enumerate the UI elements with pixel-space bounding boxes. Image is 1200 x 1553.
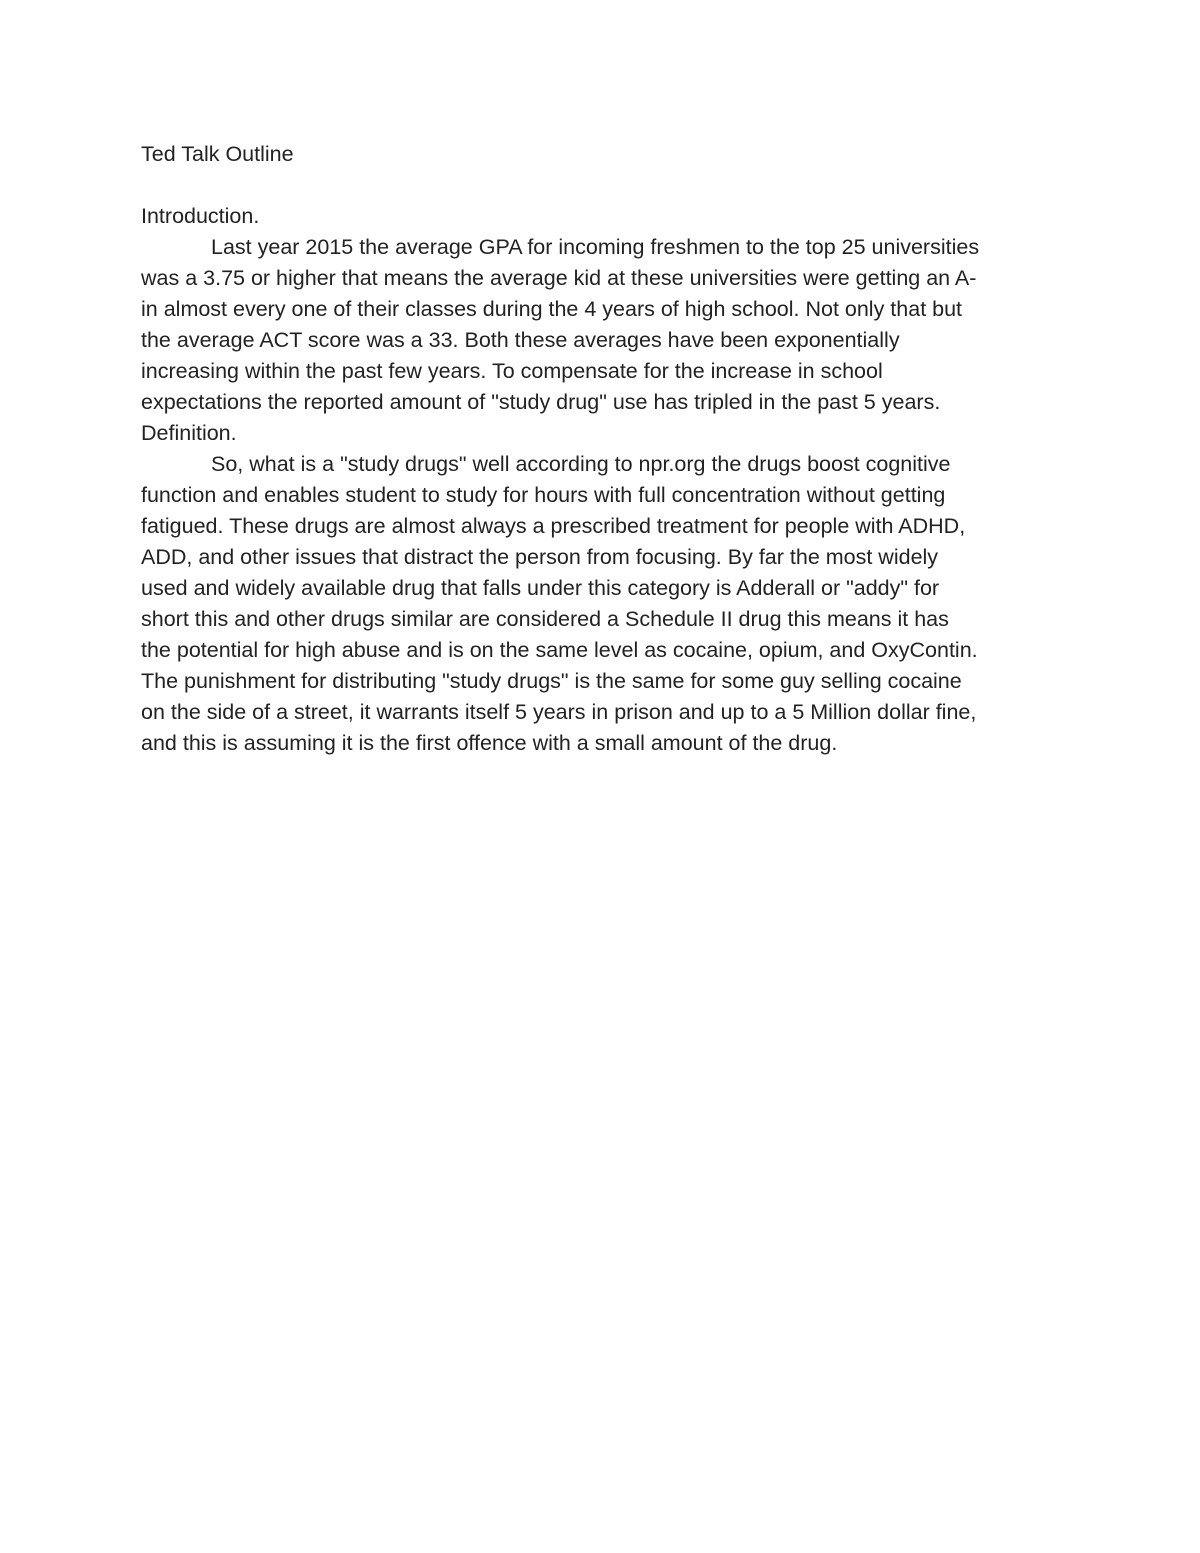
- paragraph-line: on the side of a street, it warrants itself 5 years in prison and up to a 5 Million dollar fine,: [141, 700, 977, 724]
- paragraph-line: was a 3.75 or higher that means the average kid at these universities were getting an A-: [141, 266, 977, 290]
- paragraph-line: the potential for high abuse and is on the same level as cocaine, opium, and OxyContin.: [141, 638, 978, 662]
- document-title: Ted Talk Outline: [141, 142, 294, 166]
- paragraph-line: The punishment for distributing "study drugs" is the same for some guy selling cocaine: [141, 669, 962, 693]
- paragraph-line: ADD, and other issues that distract the person from focusing. By far the most widely: [141, 545, 939, 569]
- paragraph-line: and this is assuming it is the first offence with a small amount of the drug.: [141, 731, 838, 755]
- paragraph-line: used and widely available drug that falls under this category is Adderall or "addy" for: [141, 576, 940, 600]
- paragraph-line: short this and other drugs similar are considered a Schedule II drug this means it has: [141, 607, 949, 631]
- paragraph-line: function and enables student to study for hours with full concentration without getting: [141, 483, 946, 507]
- paragraph-line: the average ACT score was a 33. Both these averages have been exponentially: [141, 328, 900, 352]
- introduction-paragraph: [141, 232, 1066, 418]
- paragraph-line: So, what is a "study drugs" well according to npr.org the drugs boost cognitive: [211, 452, 951, 476]
- paragraph-line: increasing within the past few years. To compensate for the increase in school: [141, 359, 883, 383]
- paragraph-line: in almost every one of their classes during the 4 years of high school. Not only that but: [141, 297, 963, 321]
- paragraph-line: fatigued. These drugs are almost always a prescribed treatment for people with ADHD,: [141, 514, 966, 538]
- section-heading-introduction: Introduction.: [141, 204, 260, 228]
- paragraph-line: Last year 2015 the average GPA for incoming freshmen to the top 25 universities: [211, 235, 980, 259]
- paragraph-line: expectations the reported amount of "study drug" use has tripled in the past 5 years.: [141, 390, 941, 414]
- definition-paragraph: [141, 449, 1066, 759]
- document-body: [141, 139, 1066, 759]
- section-heading-definition: Definition.: [141, 421, 237, 445]
